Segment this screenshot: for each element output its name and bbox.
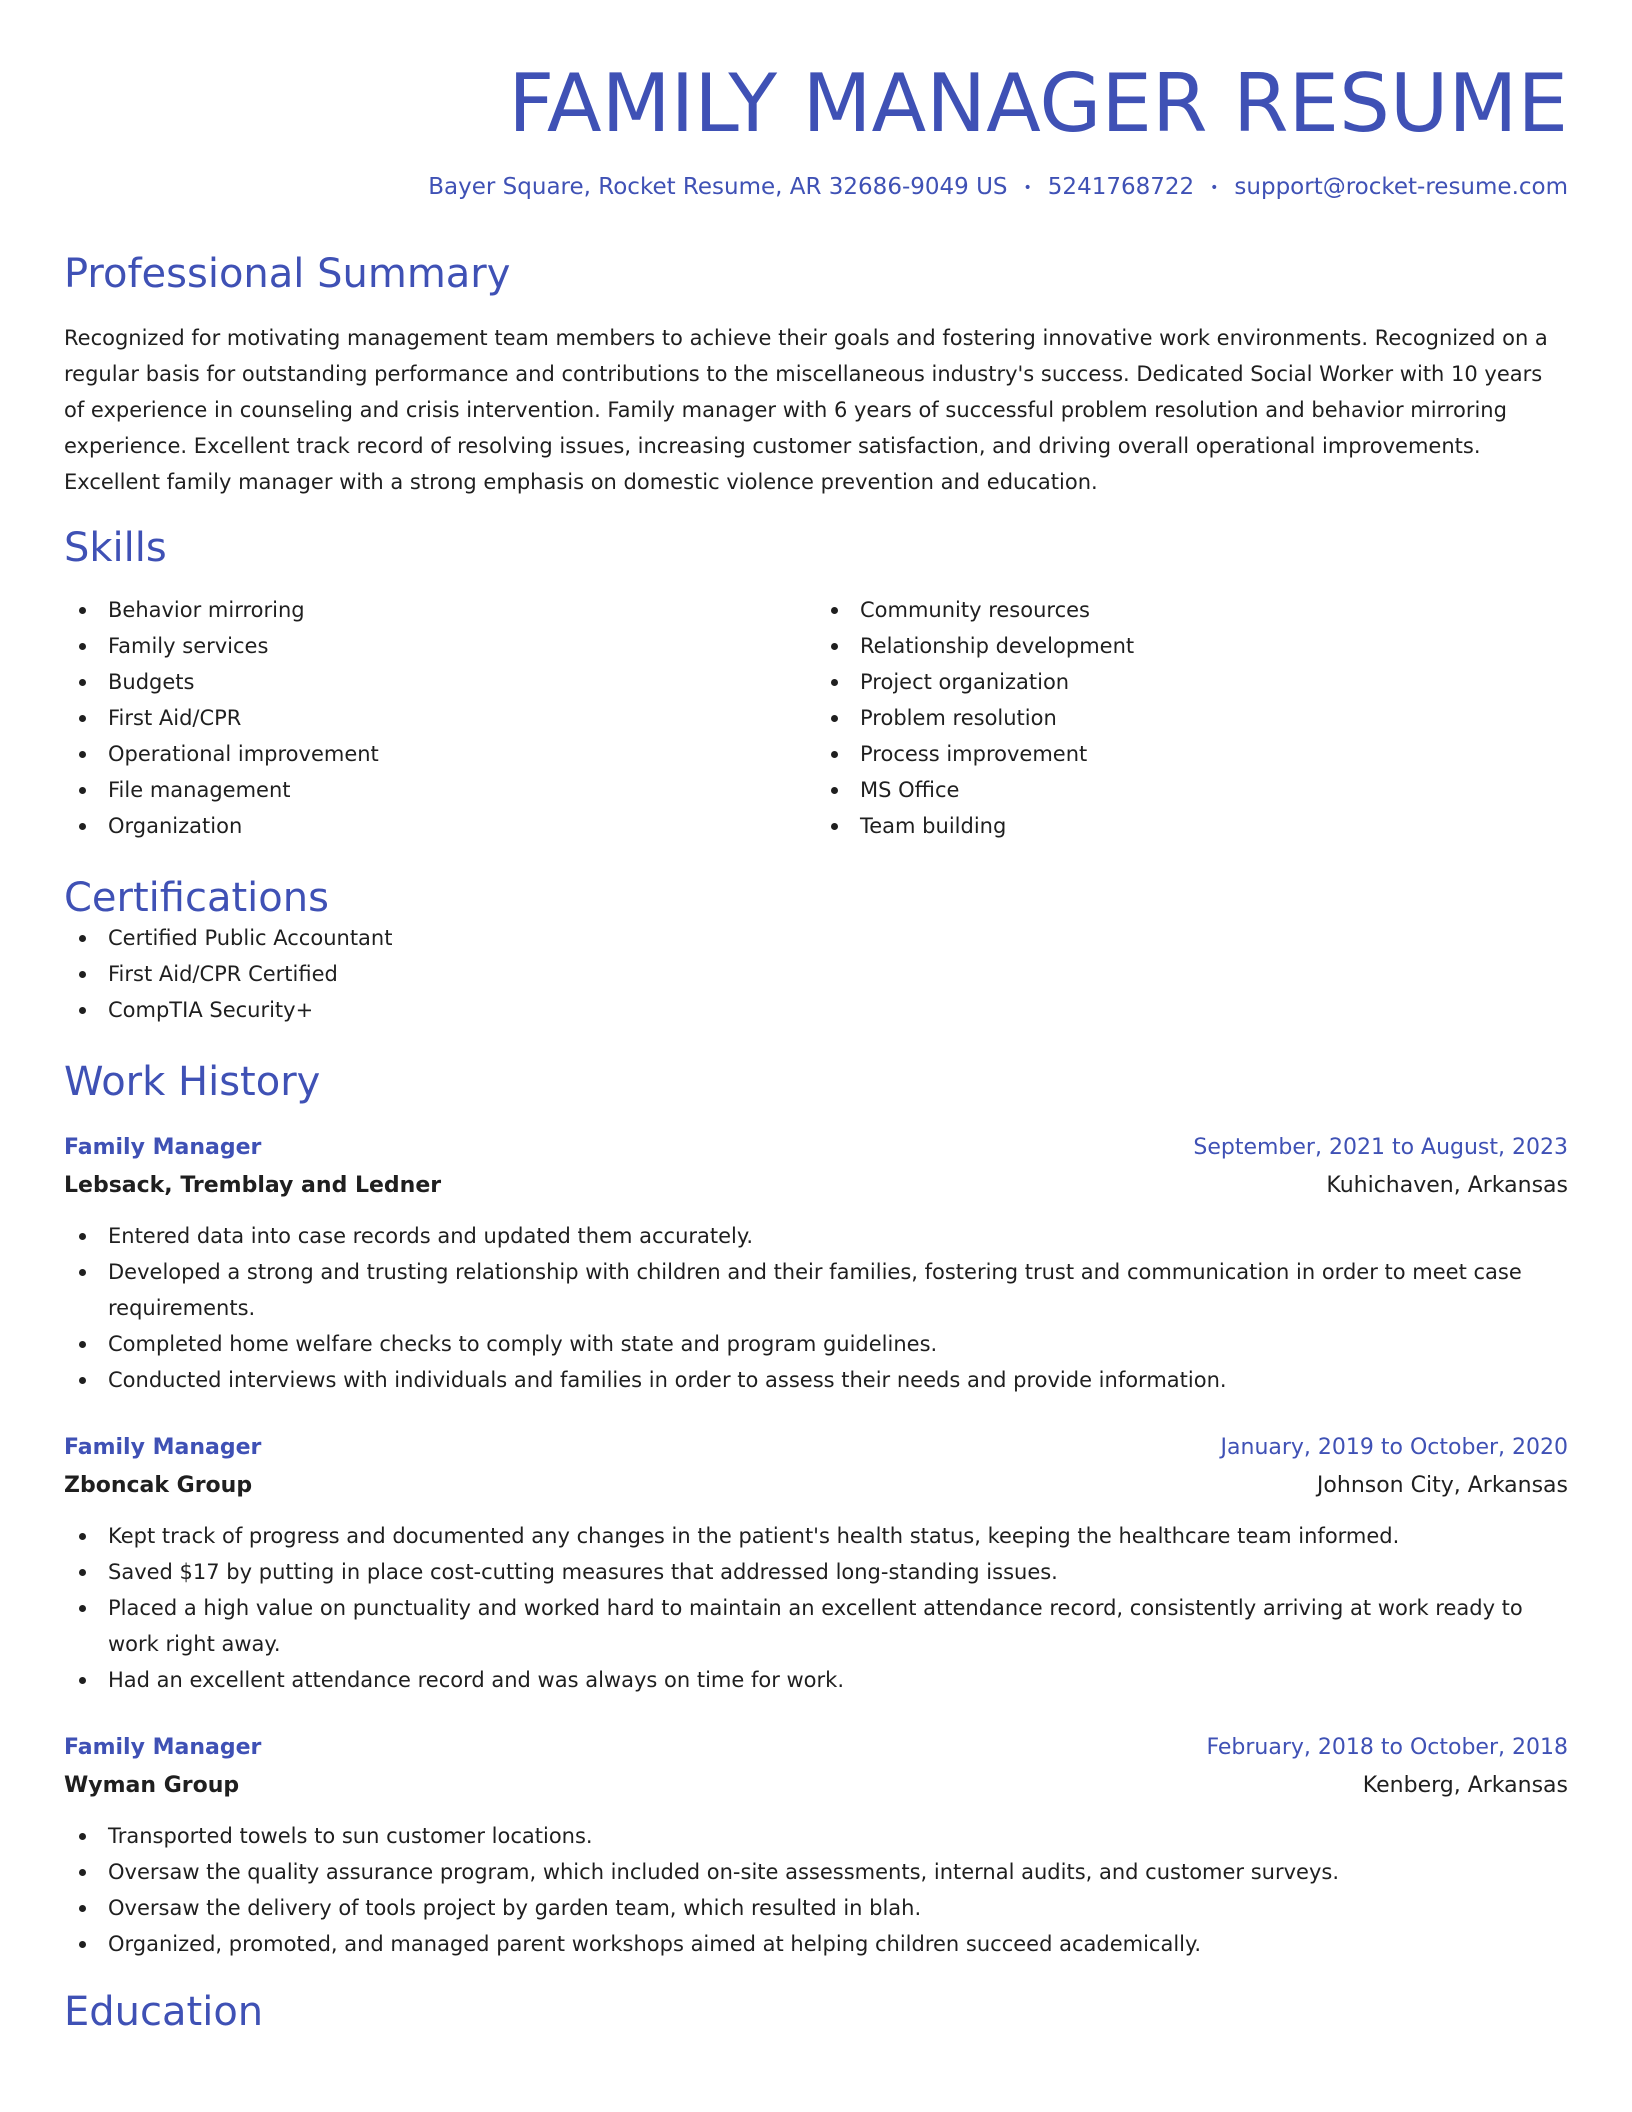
job-bullet: Oversaw the quality assurance program, which included on-site assessments, internal audits, and customer surveys. bbox=[64, 1854, 1568, 1890]
summary-heading: Professional Summary bbox=[64, 251, 511, 297]
job-company: Lebsack, Tremblay and Ledner bbox=[64, 1173, 442, 1198]
job-company-row bbox=[64, 1766, 1568, 1806]
job-bullet: Organized, promoted, and managed parent workshops aimed at helping children succeed academically. bbox=[64, 1926, 1568, 1962]
skill-item: MS Office bbox=[816, 772, 1568, 808]
skill-item: Relationship development bbox=[816, 628, 1568, 664]
job-bullet: Saved $17 by putting in place cost-cutting measures that addressed long-standing issues. bbox=[64, 1554, 1568, 1590]
resume-header bbox=[64, 57, 1568, 200]
skill-item: Family services bbox=[64, 628, 816, 664]
skills-list-right bbox=[816, 592, 1568, 844]
job-location: Johnson City, Arkansas bbox=[1316, 1473, 1568, 1498]
skill-item: Behavior mirroring bbox=[64, 592, 816, 628]
job-title: Family Manager bbox=[64, 1135, 262, 1160]
job-entry bbox=[64, 1430, 1568, 1698]
job-header-row bbox=[64, 1130, 1568, 1166]
job-bullet: Kept track of progress and documented any changes in the patient's health status, keeping the healthcare team informed. bbox=[64, 1518, 1568, 1554]
skill-item: Project organization bbox=[816, 664, 1568, 700]
skill-item: Team building bbox=[816, 808, 1568, 844]
job-bullets bbox=[64, 1518, 1568, 1698]
job-dates: January, 2019 to October, 2020 bbox=[1220, 1435, 1568, 1460]
job-dates: September, 2021 to August, 2023 bbox=[1193, 1135, 1568, 1160]
certification-item: Certified Public Accountant bbox=[64, 920, 1568, 956]
job-company-row bbox=[64, 1166, 1568, 1206]
skill-item: Operational improvement bbox=[64, 736, 816, 772]
contact-phone: 5241768722 bbox=[1047, 174, 1195, 200]
job-bullets bbox=[64, 1818, 1568, 1962]
job-company: Wyman Group bbox=[64, 1773, 240, 1798]
education-heading: Education bbox=[64, 1989, 264, 2035]
skill-item: First Aid/CPR bbox=[64, 700, 816, 736]
skills-columns bbox=[64, 592, 1568, 844]
skills-heading: Skills bbox=[64, 525, 167, 571]
job-header-row bbox=[64, 1430, 1568, 1466]
skill-item: Organization bbox=[64, 808, 816, 844]
job-bullet: Conducted interviews with individuals and families in order to assess their needs and provide information. bbox=[64, 1362, 1568, 1398]
contact-line bbox=[64, 174, 1568, 200]
job-title: Family Manager bbox=[64, 1735, 262, 1760]
job-bullet: Had an excellent attendance record and was always on time for work. bbox=[64, 1662, 1568, 1698]
contact-email: support@rocket-resume.com bbox=[1234, 174, 1568, 200]
job-bullet: Transported towels to sun customer locations. bbox=[64, 1818, 1568, 1854]
work-history-heading: Work History bbox=[64, 1059, 321, 1105]
contact-separator: • bbox=[1210, 179, 1219, 196]
job-bullet: Entered data into case records and updated them accurately. bbox=[64, 1218, 1568, 1254]
job-location: Kuhichaven, Arkansas bbox=[1326, 1173, 1568, 1198]
job-bullets bbox=[64, 1218, 1568, 1398]
certifications-heading: Certifications bbox=[64, 875, 329, 921]
certifications-list bbox=[64, 920, 1568, 1028]
job-bullet: Developed a strong and trusting relationship with children and their families, fostering trust and communication in order to meet case requirements. bbox=[64, 1254, 1568, 1326]
contact-address: Bayer Square, Rocket Resume, AR 32686-9049 US bbox=[428, 174, 1008, 200]
resume-name: FAMILY MANAGER RESUME bbox=[508, 57, 1568, 150]
certification-item: First Aid/CPR Certified bbox=[64, 956, 1568, 992]
job-company: Zboncak Group bbox=[64, 1473, 253, 1498]
skills-list-left bbox=[64, 592, 816, 844]
contact-separator: • bbox=[1023, 179, 1032, 196]
skill-item: Problem resolution bbox=[816, 700, 1568, 736]
job-header-row bbox=[64, 1730, 1568, 1766]
job-location: Kenberg, Arkansas bbox=[1362, 1773, 1568, 1798]
skill-item: Budgets bbox=[64, 664, 816, 700]
job-dates: February, 2018 to October, 2018 bbox=[1206, 1735, 1568, 1760]
skill-item: File management bbox=[64, 772, 816, 808]
skill-item: Community resources bbox=[816, 592, 1568, 628]
certification-item: CompTIA Security+ bbox=[64, 992, 1568, 1028]
skill-item: Process improvement bbox=[816, 736, 1568, 772]
summary-text: Recognized for motivating management team members to achieve their goals and fostering innovative work environments. Recognized on a regular basis for outstanding performance and contributions to the miscellaneous industry's success. Dedicated Social Worker with 10 years of experience in counseling and crisis intervention. Family manager with 6 years of successful problem resolution and behavior mirroring experience. Excellent track record of resolving issues, increasing customer satisfaction, and driving overall operational improvements. Excellent family manager with a strong emphasis on domestic violence prevention and education. bbox=[64, 326, 1548, 494]
job-bullet: Placed a high value on punctuality and worked hard to maintain an excellent attendance record, consistently arriving at work ready to work right away. bbox=[64, 1590, 1568, 1662]
job-entry bbox=[64, 1130, 1568, 1398]
job-bullet: Completed home welfare checks to comply with state and program guidelines. bbox=[64, 1326, 1568, 1362]
job-entry bbox=[64, 1730, 1568, 1962]
job-company-row bbox=[64, 1466, 1568, 1506]
job-title: Family Manager bbox=[64, 1435, 262, 1460]
job-bullet: Oversaw the delivery of tools project by garden team, which resulted in blah. bbox=[64, 1890, 1568, 1926]
